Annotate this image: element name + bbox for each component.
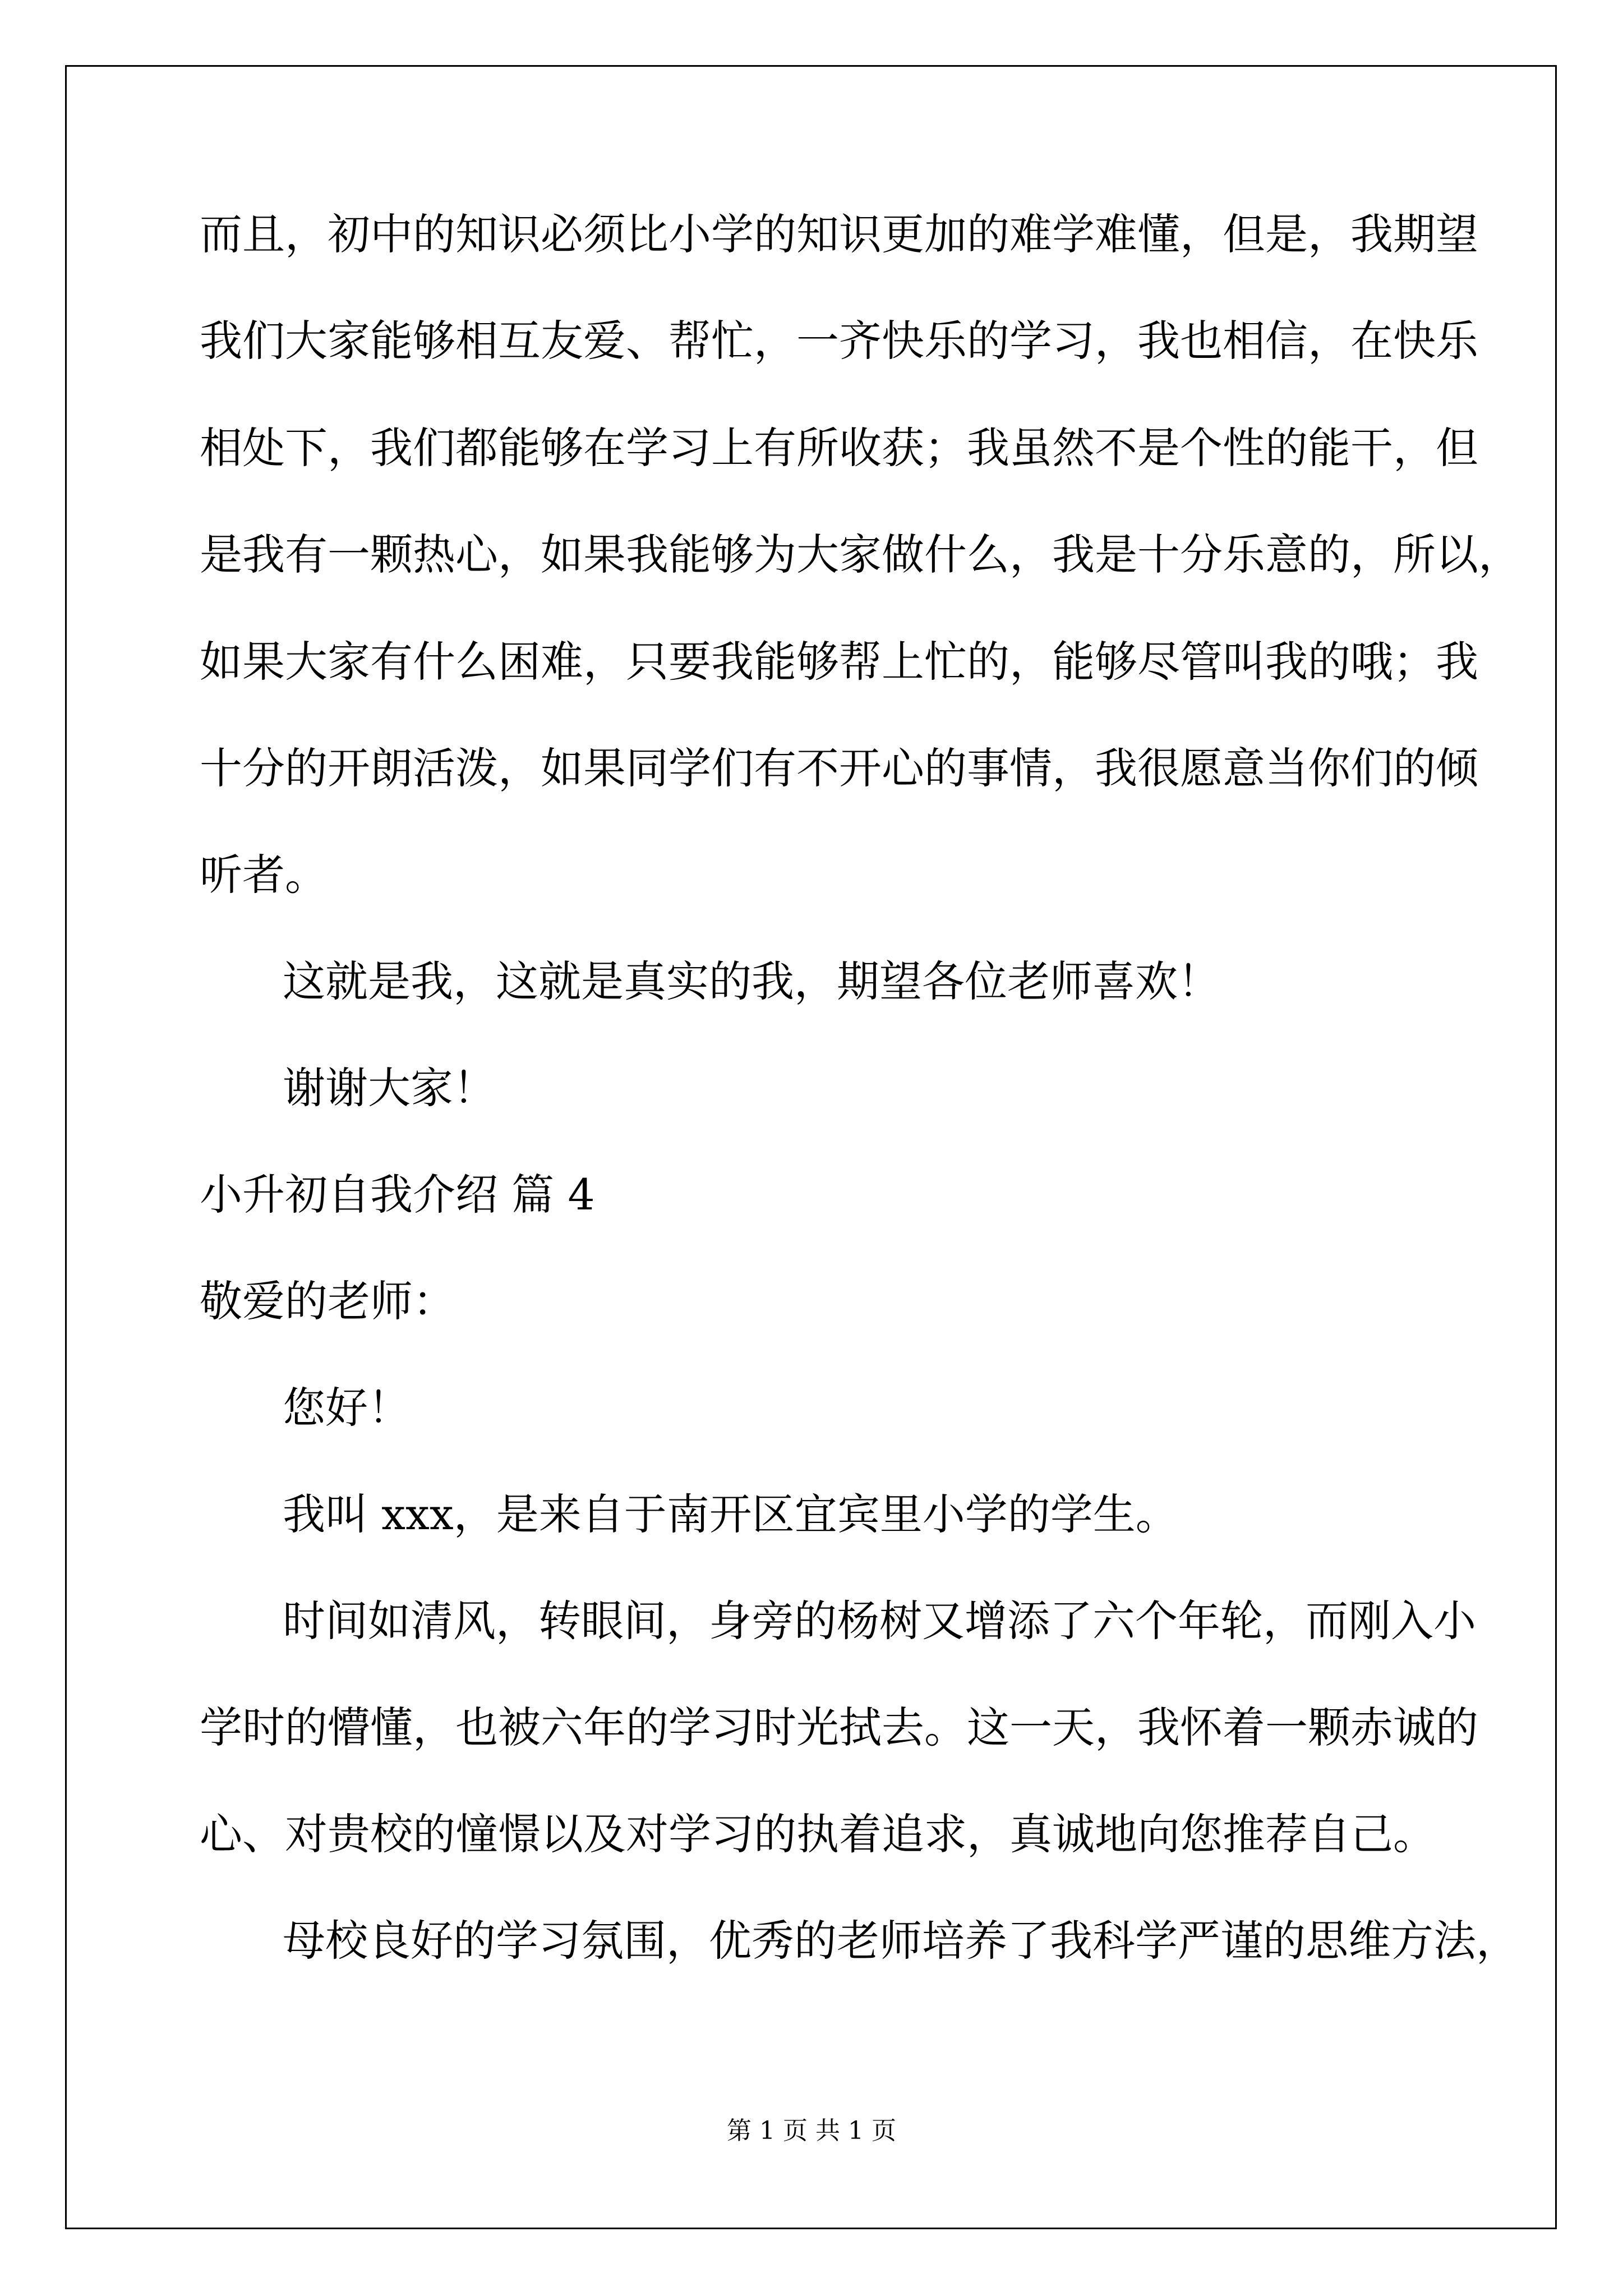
text-line: 是我有一颗热心，如果我能够为大家做什么，我是十分乐意的，所以， [200,530,1521,579]
text-line: 相处下，我们都能够在学习上有所收获；我虽然不是个性的能干，但 [200,423,1478,473]
page-footer: 第 1 页 共 1 页 [727,2116,896,2145]
text-line: 我叫 xxx，是来自于南开区宜宾里小学的学生。 [283,1489,1178,1539]
text-line: 这就是我，这就是真实的我，期望各位老师喜欢！ [283,956,1220,1006]
text-line: 谢谢大家！ [283,1063,496,1113]
text-line: 而且，初中的知识必须比小学的知识更加的难学难懂，但是，我期望 [200,209,1478,259]
text-line: 母校良好的学习氛围，优秀的老师培养了我科学严谨的思维方法， [283,1916,1519,1966]
text-line: 时间如清风，转眼间，身旁的杨树又增添了六个年轮，而刚入小 [283,1596,1476,1646]
greeting: 您好！ [283,1383,411,1433]
text-line: 学时的懵懂，也被六年的学习时光拭去。这一天，我怀着一颗赤诚的 [200,1703,1478,1752]
salutation: 敬爱的老师： [200,1276,455,1326]
text-line: 我们大家能够相互友爱、帮忙，一齐快乐的学习，我也相信，在快乐 [200,316,1478,366]
page-border [65,65,1557,2229]
text-line: 心、对贵校的憧憬以及对学习的执着追求，真诚地向您推荐自己。 [200,1809,1436,1859]
text-line: 十分的开朗活泼，如果同学们有不开心的事情，我很愿意当你们的倾 [200,743,1478,793]
text-line: 如果大家有什么困难，只要我能够帮上忙的，能够尽管叫我的哦；我 [200,637,1478,687]
text-line: 听者。 [200,850,328,900]
section-heading: 小升初自我介绍 篇 4 [200,1170,595,1220]
